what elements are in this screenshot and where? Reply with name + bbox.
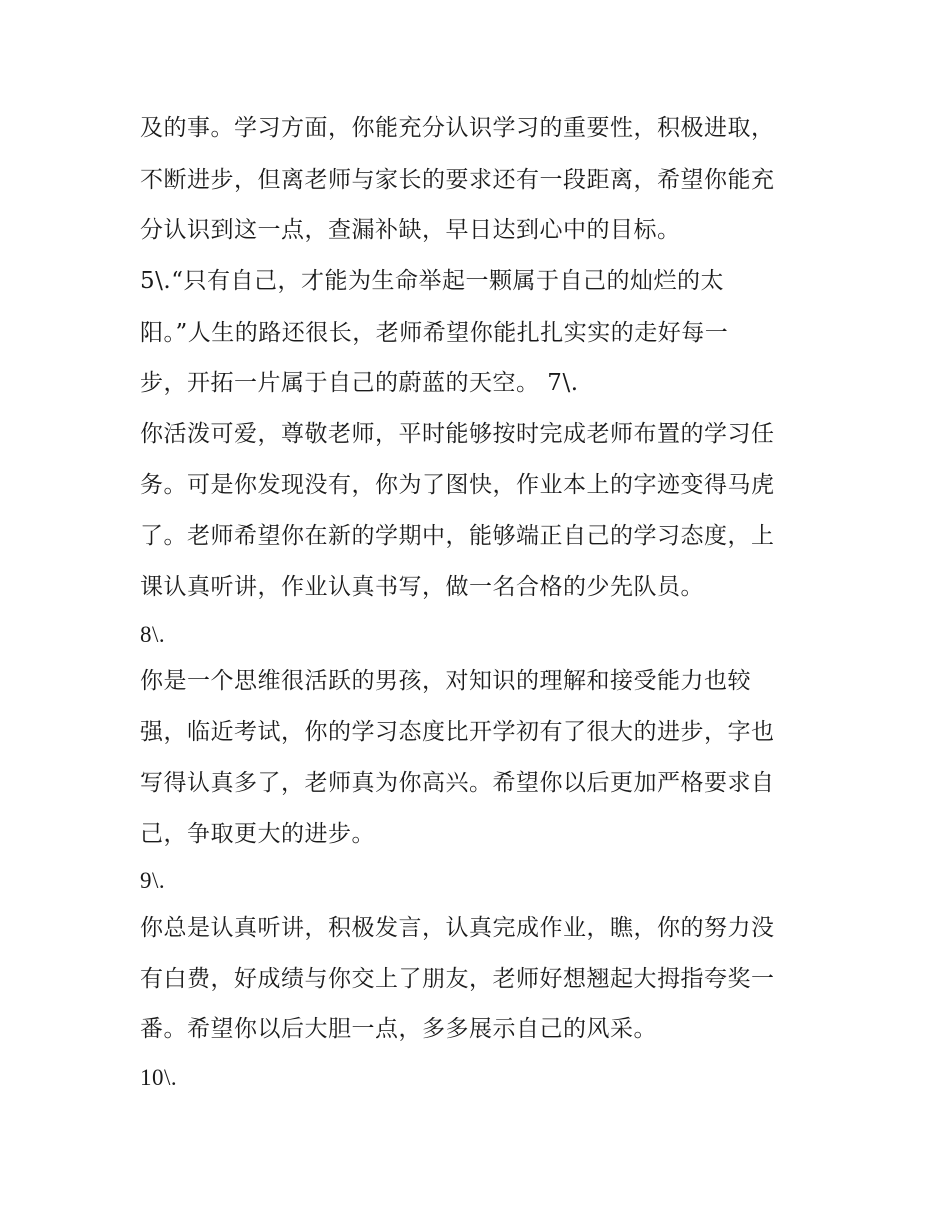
text-line: 番。希望你以后大胆一点，多多展示自己的风采。 [140,1016,657,1042]
text-line: 务。可是你发现没有，你为了图快，作业本上的字迹变得马虎 [140,472,775,498]
text-line: 己，争取更大的进步。 [140,821,375,847]
text-line: 及的事。学习方面，你能充分认识学习的重要性，积极进取， [140,115,775,141]
text-line: 5\.“只有自己，才能为生命举起一颗属于自己的灿烂的太 [140,268,724,294]
text-line: 课认真听讲，作业认真书写，做一名合格的少先队员。 [140,574,704,600]
text-line: 步，开拓一片属于自己的蔚蓝的天空。 7\. [140,370,579,396]
text-line: 有白费，好成绩与你交上了朋友，老师好想翘起大拇指夸奖一 [140,966,775,992]
text-line: 写得认真多了，老师真为你高兴。希望你以后更加严格要求自 [140,770,775,796]
text-line: 了。老师希望你在新的学期中，能够端正自己的学习态度，上 [140,523,775,549]
text-line: 分认识到这一点，查漏补缺，早日达到心中的目标。 [140,217,681,243]
text-line: 阳。”人生的路还很长，老师希望你能扎扎实实的走好每一 [140,320,729,346]
item-number: 9\. [140,868,166,893]
text-line: 你活泼可爱，尊敬老师，平时能够按时完成老师布置的学习任 [140,421,775,447]
item-number: 8\. [140,622,166,647]
text-line: 不断进步，但离老师与家长的要求还有一段距离，希望你能充 [140,167,775,193]
text-line: 你是一个思维很活跃的男孩，对知识的理解和接受能力也较 [140,668,751,694]
item-number: 10\. [140,1065,178,1090]
text-line: 强，临近考试，你的学习态度比开学初有了很大的进步，字也 [140,719,775,745]
text-line: 你总是认真听讲，积极发言，认真完成作业，瞧，你的努力没 [140,915,775,941]
